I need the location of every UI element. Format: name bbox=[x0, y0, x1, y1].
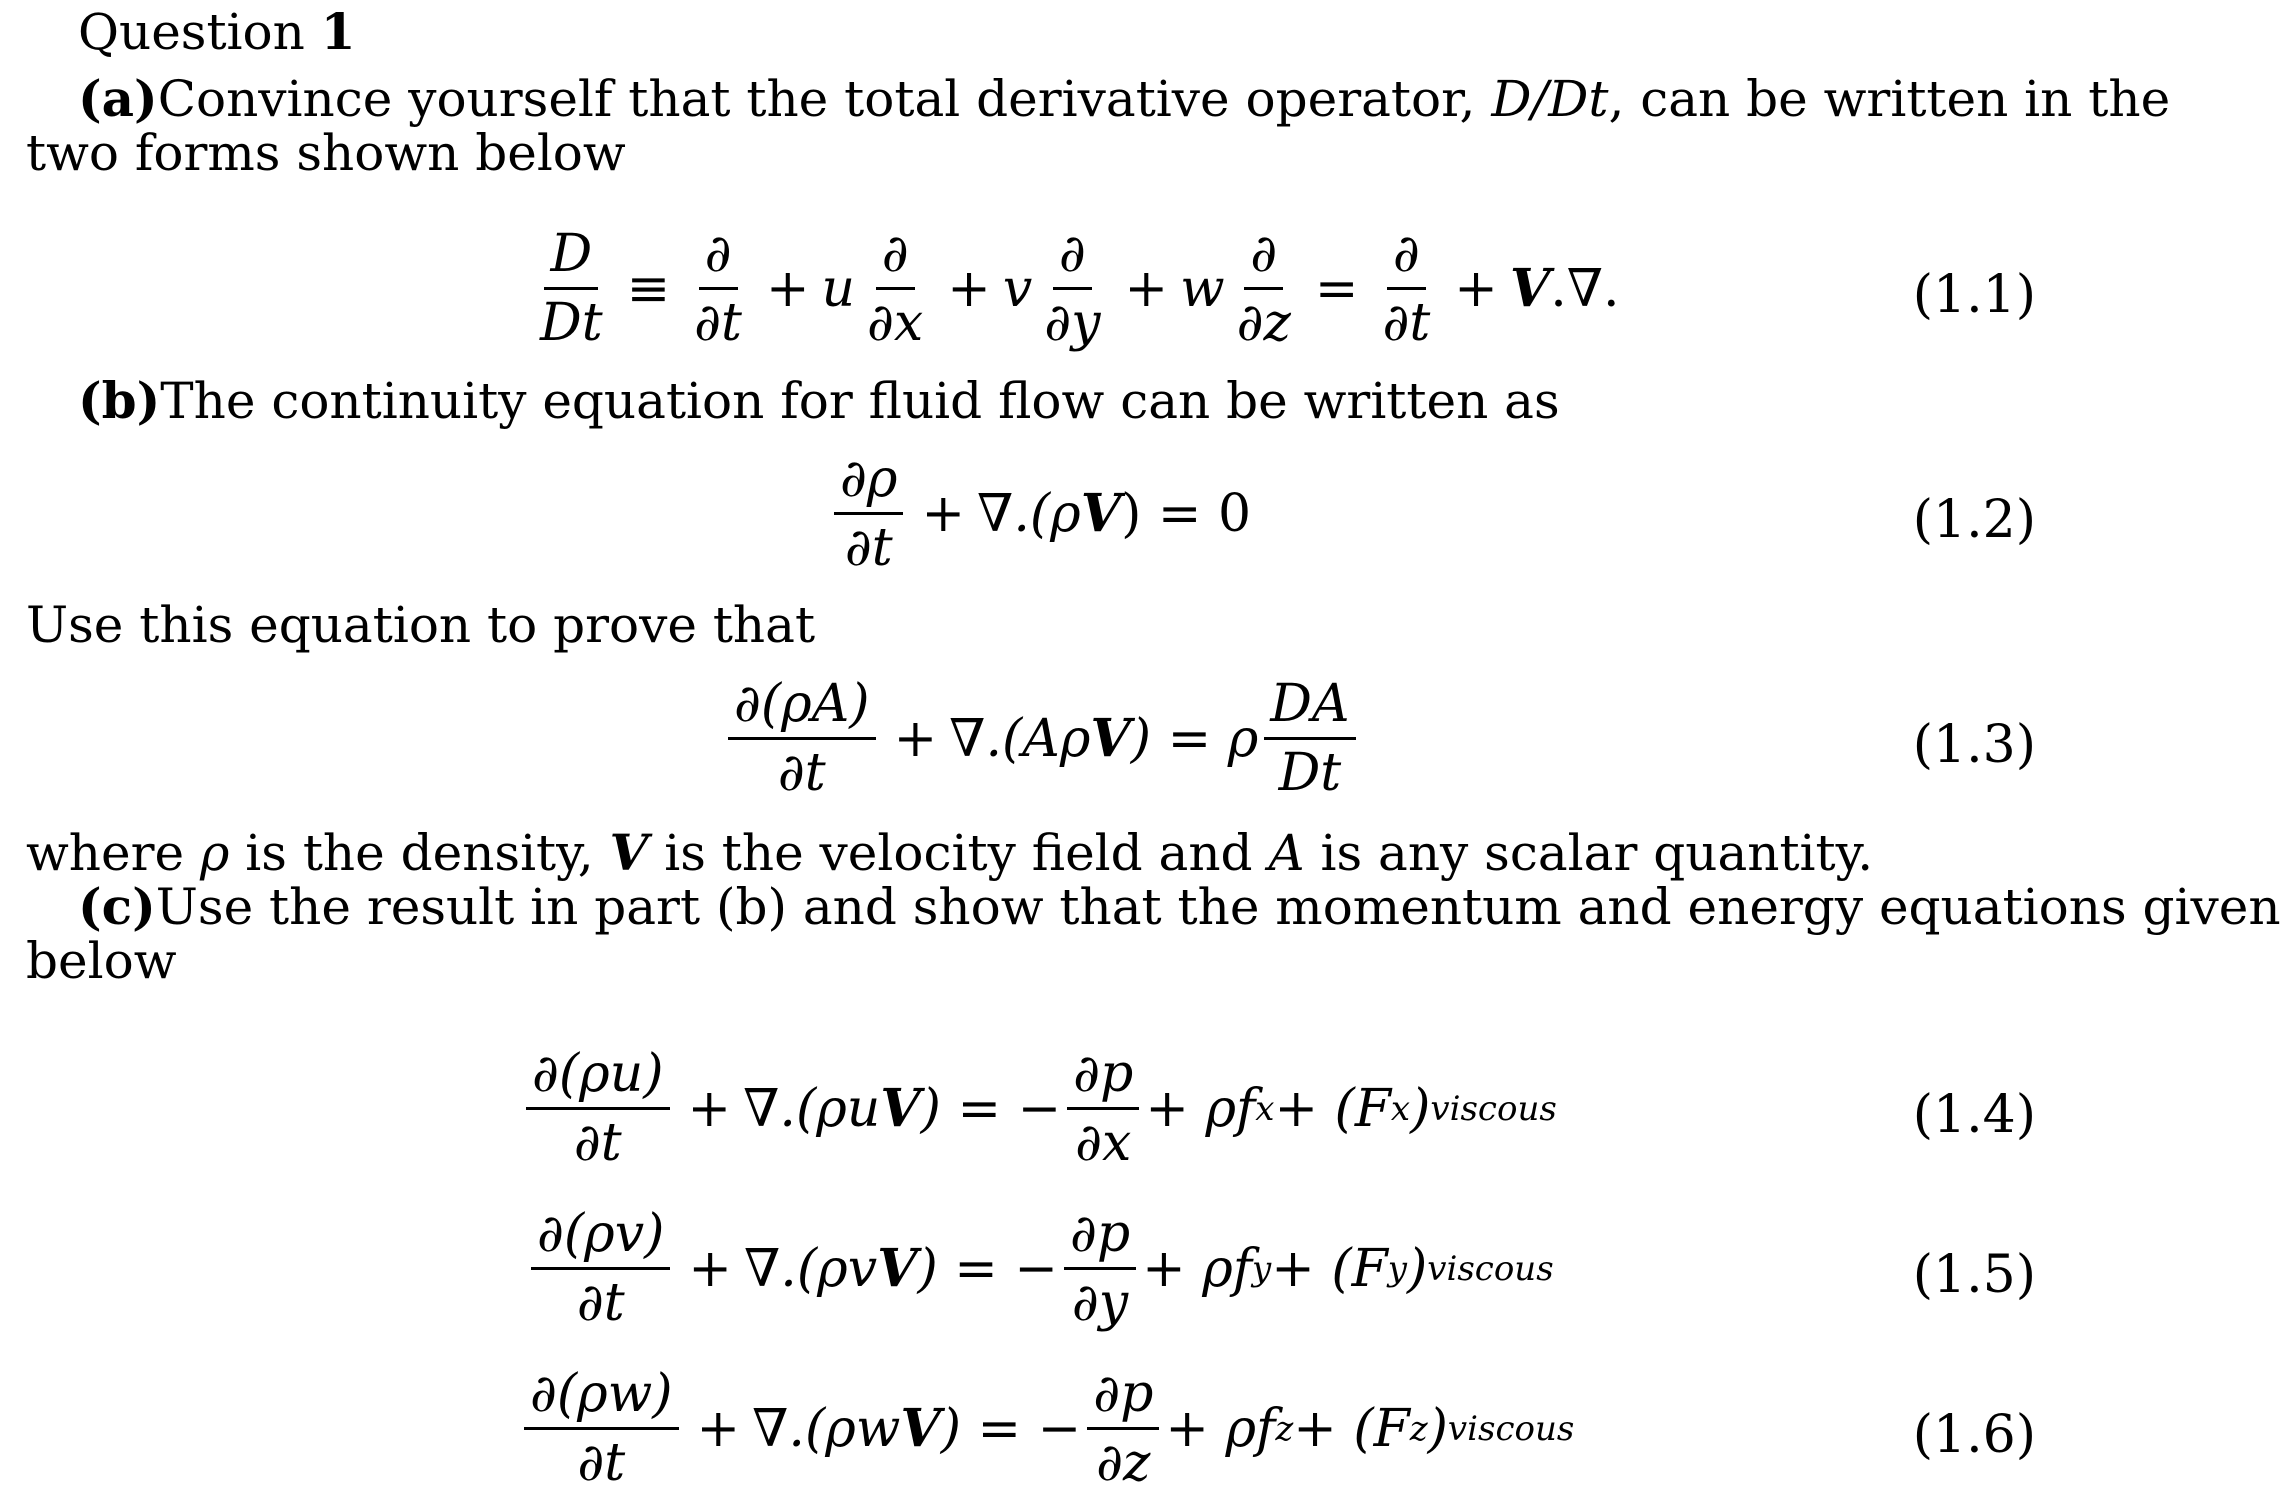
numerator: ∂p bbox=[1087, 1365, 1159, 1430]
numerator: ∂ bbox=[699, 225, 738, 290]
fraction bbox=[861, 225, 929, 352]
denominator: Dt bbox=[540, 293, 603, 353]
equation-number-1-2: (1.2) bbox=[1912, 490, 2036, 550]
denominator: ∂t bbox=[777, 743, 826, 803]
denominator: ∂t bbox=[694, 293, 742, 353]
use-equation-line: Use this equation to prove that bbox=[26, 596, 816, 654]
divergence-term: ∇.(ρ bbox=[977, 483, 1081, 544]
equiv-sign: ≡ bbox=[626, 258, 671, 319]
subscript: z bbox=[1275, 1408, 1294, 1449]
denominator: ∂t bbox=[577, 1433, 626, 1493]
denominator: ∂t bbox=[576, 1273, 625, 1333]
denominator: ∂z bbox=[1096, 1433, 1151, 1493]
text: is the velocity field and bbox=[648, 824, 1269, 882]
numerator: ∂ bbox=[1244, 225, 1283, 290]
part-c-label: (c) bbox=[78, 877, 156, 936]
viscous-force: + (F bbox=[1274, 1078, 1391, 1139]
divergence-term: ∇.(ρu bbox=[743, 1078, 881, 1139]
part-a-line1 bbox=[78, 69, 2171, 128]
part-b-text: The continuity equation for fluid flow can be written as bbox=[160, 372, 1560, 430]
numerator: D bbox=[544, 225, 598, 290]
velocity-vector: V bbox=[1090, 708, 1131, 769]
text: is the density, bbox=[229, 824, 610, 882]
close-paren: ) bbox=[1427, 1398, 1448, 1459]
equation-1-5 bbox=[525, 1205, 1554, 1332]
numerator: ∂ρ bbox=[834, 450, 903, 515]
fraction bbox=[834, 450, 903, 577]
plus-sign: + bbox=[696, 1398, 741, 1459]
subscript: z bbox=[1409, 1408, 1428, 1449]
viscous-subscript: viscous bbox=[1430, 1088, 1557, 1129]
part-b-label: (b) bbox=[78, 371, 161, 430]
velocity-vector: V bbox=[1509, 258, 1551, 319]
equals-rho: ) = ρ bbox=[1130, 708, 1259, 769]
text: where bbox=[26, 824, 200, 882]
denominator: ∂z bbox=[1236, 293, 1291, 353]
subscript: y bbox=[1387, 1248, 1407, 1289]
plus-sign: + bbox=[687, 1078, 732, 1139]
denominator: Dt bbox=[1278, 743, 1342, 803]
close-paren: ) bbox=[1410, 1078, 1431, 1139]
body-force: + ρf bbox=[1145, 1078, 1256, 1139]
plus-sign: + bbox=[947, 258, 991, 319]
rho-symbol: ρ bbox=[199, 824, 230, 882]
equation-number-1-3: (1.3) bbox=[1912, 715, 2036, 775]
fraction bbox=[1064, 1205, 1136, 1332]
var-u: u bbox=[821, 258, 856, 319]
equation-1-2 bbox=[828, 450, 1251, 577]
scalar-symbol: A bbox=[1268, 824, 1305, 882]
part-c-text: Use the result in part (b) and show that the momentum and energy equations given bbox=[155, 878, 2281, 936]
divergence-term: ∇.(ρv bbox=[744, 1238, 878, 1299]
part-a-line2: two forms shown below bbox=[26, 124, 626, 182]
equals-minus: ) = − bbox=[920, 1078, 1062, 1139]
plus-sign: + bbox=[1454, 258, 1498, 319]
plus-sign: + bbox=[1124, 258, 1169, 319]
part-a-text-end: , can be written in the bbox=[1608, 70, 2171, 128]
question-number: 1 bbox=[320, 2, 356, 61]
velocity-vector: V bbox=[877, 1238, 918, 1299]
velocity-vector: V bbox=[1080, 483, 1122, 544]
numerator: ∂(ρv) bbox=[531, 1205, 670, 1270]
var-w: w bbox=[1180, 258, 1225, 319]
numerator: ∂ bbox=[1387, 225, 1426, 290]
body-force: + ρf bbox=[1142, 1238, 1253, 1299]
fraction bbox=[1067, 1045, 1139, 1172]
fraction bbox=[1087, 1365, 1159, 1492]
fraction bbox=[531, 1205, 670, 1332]
equation-1-6 bbox=[518, 1365, 1574, 1492]
numerator: ∂(ρA) bbox=[728, 675, 876, 740]
body-force: + ρf bbox=[1165, 1398, 1276, 1459]
equals-minus: ) = − bbox=[940, 1398, 1082, 1459]
text: is any scalar quantity. bbox=[1304, 824, 1874, 882]
part-c-line2: below bbox=[26, 932, 177, 990]
viscous-force: + (F bbox=[1293, 1398, 1410, 1459]
equals-minus: ) = − bbox=[917, 1238, 1058, 1299]
rhs: ) = 0 bbox=[1121, 483, 1252, 544]
equation-number-1-6: (1.6) bbox=[1912, 1405, 2036, 1465]
velocity-vector: V bbox=[880, 1078, 921, 1139]
fraction bbox=[688, 225, 748, 352]
numerator: DA bbox=[1264, 675, 1355, 740]
heading-prefix: Question bbox=[78, 3, 305, 61]
part-a-text: Convince yourself that the total derivative operator, bbox=[157, 70, 1492, 128]
part-a-label: (a) bbox=[78, 69, 158, 128]
fraction bbox=[534, 225, 609, 352]
close-paren: ) bbox=[1406, 1238, 1428, 1299]
fraction bbox=[524, 1365, 679, 1492]
numerator: ∂ bbox=[1053, 225, 1092, 290]
equation-number-1-1: (1.1) bbox=[1912, 265, 2036, 325]
fraction bbox=[526, 1045, 670, 1172]
numerator: ∂ bbox=[876, 225, 915, 290]
numerator: ∂(ρu) bbox=[526, 1045, 670, 1110]
denominator: ∂t bbox=[573, 1113, 622, 1173]
numerator: ∂p bbox=[1064, 1205, 1136, 1270]
subscript: x bbox=[1390, 1088, 1411, 1129]
part-c-line1 bbox=[78, 877, 2281, 936]
fraction bbox=[1376, 225, 1436, 352]
fraction bbox=[1264, 675, 1355, 802]
denominator: ∂y bbox=[1044, 293, 1101, 353]
part-b-line bbox=[78, 373, 1560, 429]
equation-number-1-4: (1.4) bbox=[1912, 1085, 2036, 1145]
viscous-subscript: viscous bbox=[1427, 1248, 1554, 1289]
question-heading bbox=[78, 4, 356, 60]
total-derivative-symbol: D/Dt bbox=[1491, 70, 1609, 128]
fraction bbox=[1231, 225, 1297, 352]
numerator: ∂p bbox=[1067, 1045, 1139, 1110]
denominator: ∂x bbox=[867, 293, 924, 353]
fraction bbox=[728, 675, 876, 802]
equals-sign: = bbox=[1314, 258, 1359, 319]
denominator: ∂x bbox=[1075, 1113, 1132, 1173]
plus-sign: + bbox=[688, 1238, 732, 1299]
where-line bbox=[26, 825, 1873, 881]
plus-sign: + bbox=[765, 258, 810, 319]
plus-sign: + bbox=[893, 708, 938, 769]
subscript: x bbox=[1255, 1088, 1275, 1129]
viscous-force: + (F bbox=[1271, 1238, 1388, 1299]
velocity-vector: V bbox=[900, 1398, 941, 1459]
equation-number-1-5: (1.5) bbox=[1912, 1245, 2036, 1305]
divergence-term: ∇.(ρw bbox=[752, 1398, 901, 1459]
equation-1-1 bbox=[528, 225, 1620, 352]
numerator: ∂(ρw) bbox=[524, 1365, 679, 1430]
nabla-tail: .∇. bbox=[1550, 258, 1620, 319]
plus-sign: + bbox=[921, 483, 966, 544]
viscous-subscript: viscous bbox=[1447, 1408, 1575, 1449]
var-v: v bbox=[1002, 258, 1033, 319]
denominator: ∂y bbox=[1071, 1273, 1129, 1333]
divergence-term: ∇.(Aρ bbox=[949, 708, 1091, 769]
subscript: y bbox=[1252, 1248, 1272, 1289]
equation-1-4 bbox=[520, 1045, 1557, 1172]
equation-1-3 bbox=[722, 675, 1362, 802]
denominator: ∂t bbox=[844, 518, 893, 578]
denominator: ∂t bbox=[1382, 293, 1431, 353]
fraction bbox=[1038, 225, 1106, 352]
velocity-symbol: V bbox=[609, 823, 649, 882]
